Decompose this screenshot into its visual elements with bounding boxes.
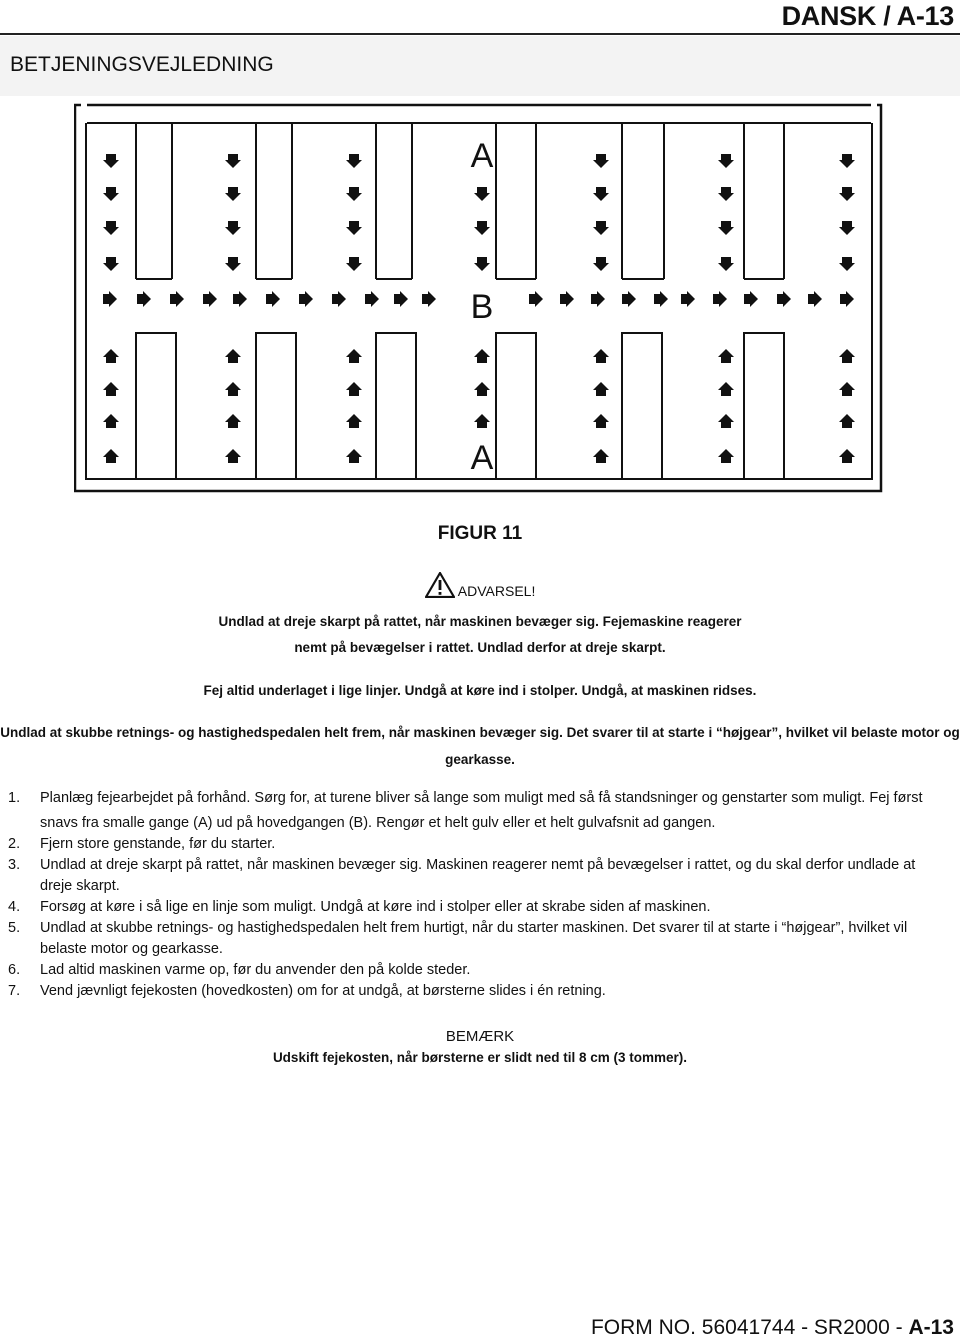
down-arrow-icon [103,187,119,201]
up-arrow-icon [474,349,490,363]
floor-layout-figure [74,103,884,493]
down-arrow-icon [839,187,855,201]
right-arrow-icon [266,291,280,307]
down-arrow-icon [346,257,362,271]
main-aisle-label: B [470,288,494,326]
list-item: 7. Vend jævnligt fejekosten (hovedkosten) om for at undgå, at børsterne slides i én retning. [8,983,606,999]
instruction-list [8,788,938,1002]
up-arrow-icon [103,414,119,428]
down-arrow-icon [103,257,119,271]
header-divider [0,33,960,35]
tip-line-2: Undlad at skubbe retnings- og hastighedspedalen helt frem, når maskinen bevæger sig. Det svarer til at starte i “højgear”, hvilket vil belaste motor og [0,725,960,740]
down-arrow-icon [346,221,362,235]
up-arrow-icon [593,449,609,463]
up-arrow-icon [718,449,734,463]
up-arrow-icon [103,349,119,363]
up-arrow-icon [718,349,734,363]
up-arrow-icon [225,382,241,396]
down-arrow-icon [346,154,362,168]
up-arrow-icon [718,414,734,428]
right-arrow-icon [394,291,408,307]
list-item: 2. Fjern store genstande, før du starter. [8,836,276,852]
down-arrow-icon [225,187,241,201]
warning-title: ADVARSEL! [457,583,536,599]
right-arrow-icon [332,291,346,307]
list-item: 4. Forsøg at køre i så lige en linje som muligt. Undgå at køre ind i stolper eller at skrabe siden af maskinen. [8,899,711,915]
right-arrow-icon [654,291,668,307]
right-arrow-icon [299,291,313,307]
right-arrow-icon [560,291,574,307]
up-arrow-icon [225,449,241,463]
right-arrow-icon [137,291,151,307]
up-arrow-icon [839,414,855,428]
down-arrow-icon [103,221,119,235]
aisle-label-bottom: A [470,439,494,477]
up-arrow-icon [346,349,362,363]
list-item: 5. Undlad at skubbe retnings- og hastighedspedalen helt frem hurtigt, når du starter maskinen. Det svarer til at starte i “højgear”, hvilket vil belaste motor og gearkasse. [8,920,908,957]
up-arrow-icon [839,349,855,363]
down-arrow-icon [225,257,241,271]
page-footer [591,1315,954,1341]
list-item: 3. Undlad at dreje skarpt på rattet, når maskinen bevæger sig. Maskinen reagerer nemt på bevægelser i rattet, og du skal derfor undlade at dreje skarpt. [8,857,916,894]
down-arrow-icon [593,257,609,271]
right-arrow-icon [203,291,217,307]
right-arrow-icon [591,291,605,307]
up-arrow-icon [718,382,734,396]
up-arrow-icon [225,414,241,428]
up-arrow-icon [225,349,241,363]
up-arrow-icon [346,382,362,396]
right-arrow-icon [529,291,543,307]
down-arrow-icon [346,187,362,201]
down-arrow-icon [474,187,490,201]
down-arrow-icon [593,187,609,201]
right-arrow-icon [622,291,636,307]
figure-caption: FIGUR 11 [437,523,523,544]
right-arrow-icon [233,291,247,307]
down-arrow-icon [225,154,241,168]
right-arrow-icon [840,291,854,307]
up-arrow-icon [346,414,362,428]
note-title: BEMÆRK [445,1028,515,1045]
tip-line-1: Fej altid underlaget i lige linjer. Undgå at køre ind i stolper. Undgå, at maskinen ridses. [203,683,757,698]
note-text: Udskift fejekosten, når børsterne er slidt ned til 8 cm (3 tommer). [272,1050,688,1065]
down-arrow-icon [839,221,855,235]
down-arrow-icon [839,257,855,271]
up-arrow-icon [839,449,855,463]
down-arrow-icon [225,221,241,235]
up-arrow-icon [593,382,609,396]
top-stall-lines [136,123,784,279]
right-arrow-icon [808,291,822,307]
warning-triangle-icon [425,572,455,598]
right-arrow-icon [170,291,184,307]
tip-line-3: gearkasse. [445,752,515,767]
footer-page-number: A-13 [908,1316,954,1339]
section-title: BETJENINGSVEJLEDNING [10,53,274,76]
down-arrow-icon [474,257,490,271]
right-arrow-icon [365,291,379,307]
down-arrow-icon [474,221,490,235]
list-item: 1. Planlæg fejearbejdet på forhånd. Sørg for, at turene bliver så lange som muligt med så få standsninger og genstarter som muligt. Fej først snavs fra smalle gange (A) ud på hovedgangen (B). Rengør et helt gulv eller et helt gulvafsnit ad gangen. [8,790,923,831]
up-arrow-icon [474,414,490,428]
right-arrow-icon [103,291,117,307]
down-arrow-icon [718,221,734,235]
right-arrow-icon [713,291,727,307]
up-arrow-icon [593,414,609,428]
aisle-label-top: A [470,137,494,175]
up-arrow-icon [103,449,119,463]
down-arrow-icon [593,221,609,235]
right-arrow-icon [744,291,758,307]
warning-heading [0,572,960,599]
up-arrow-icon [103,382,119,396]
warning-line-1: Undlad at dreje skarpt på rattet, når maskinen bevæger sig. Fejemaskine reagerer [218,614,742,629]
down-arrow-icon [839,154,855,168]
up-arrow-icon [839,382,855,396]
up-arrow-icon [474,382,490,396]
right-arrow-icon [777,291,791,307]
down-arrow-icon [718,187,734,201]
list-item: 6. Lad altid maskinen varme op, før du anvender den på kolde steder. [8,962,471,978]
down-arrow-icon [103,154,119,168]
right-arrow-icon [422,291,436,307]
right-arrow-icon [681,291,695,307]
down-arrow-icon [718,257,734,271]
up-arrow-icon [593,349,609,363]
warning-line-2: nemt på bevægelser i rattet. Undlad derfor at dreje skarpt. [294,640,666,655]
down-arrow-icon [718,154,734,168]
form-number: FORM NO. 56041744 - SR2000 - [590,1316,909,1339]
down-arrow-icon [593,154,609,168]
up-arrow-icon [346,449,362,463]
page-header-title: DANSK / A-13 [781,1,954,31]
